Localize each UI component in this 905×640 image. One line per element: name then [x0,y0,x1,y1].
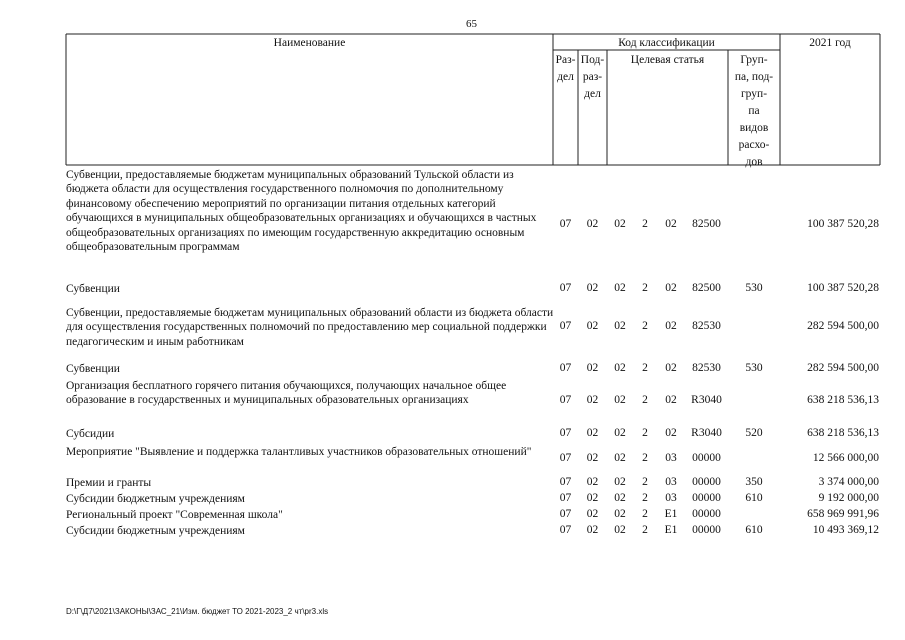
target-part4-cell: 82500 [692,218,721,230]
target-part1-cell: 02 [614,508,626,520]
podrazdel-cell: 02 [586,524,599,536]
podrazdel-cell: 02 [586,427,599,439]
target-part1-cell: 02 [614,492,626,504]
row-name: Субсидии бюджетным учреждениям [66,493,245,505]
target-part2-cell: 2 [642,394,648,406]
razdel-cell: 07 [559,218,572,230]
target-part4-cell: 82500 [692,282,721,294]
target-part3-cell: 02 [665,282,677,294]
header-classification-code: Код классификации [618,37,715,49]
target-part1-cell: 02 [614,394,626,406]
podrazdel-cell: 02 [586,282,599,294]
podrazdel-cell: 02 [586,362,599,374]
razdel-cell: 07 [559,427,572,439]
target-part3-cell: 02 [665,218,677,230]
target-part2-cell: 2 [642,524,648,536]
header-name: Наименование [273,37,346,49]
razdel-cell: 07 [559,362,572,374]
amount-cell: 10 493 369,12 [812,524,879,536]
target-part3-cell: 02 [665,427,677,439]
podrazdel-cell: 02 [586,218,599,230]
row-name: Субвенции, предоставляемые бюджетам муниципальных образований Тульской области из бюджета области для осуществления государственного полномочия по дополнительному финансовому обеспечению мероприятий по организации питания отдельных категорий обучающихся в муниципальных общеобразовательных организациях и обучающихся в частных общеобразовательных организациях по имеющим государственную аккредитацию основным общеобразовательным программам [66,169,537,254]
header-razdel: Раз- дел [555,54,576,83]
target-part4-cell: 82530 [692,362,721,374]
target-part1-cell: 02 [614,320,626,332]
page-number: 65 [466,18,477,30]
file-path-footer: D:\Г\Д7\2021\ЗАКОНЫ\ЗАС_21\Изм. бюджет ТО 2021-2023_2 чт\pr3.xls [66,607,329,616]
target-part2-cell: 2 [642,362,648,374]
target-part2-cell: 2 [642,218,648,230]
target-part3-cell: E1 [664,508,678,520]
row-name: Мероприятие "Выявление и поддержка талантливых участников образовательных отношений" [66,446,532,458]
row-name: Субвенции [66,363,120,375]
row-name: Субвенции, предоставляемые бюджетам муниципальных образований области из бюджета области для осуществления государственных полномочий по предоставлению мер социальной поддержки педагогическим и иным работникам [66,307,554,348]
target-part1-cell: 02 [614,524,626,536]
row-name: Субсидии бюджетным учреждениям [66,525,245,537]
target-part3-cell: 02 [665,362,677,374]
razdel-cell: 07 [559,320,572,332]
podrazdel-cell: 02 [586,394,599,406]
target-part2-cell: 2 [642,320,648,332]
expense-group-cell: 530 [745,362,763,374]
expense-group-cell: 530 [745,282,763,294]
amount-cell: 658 969 991,96 [807,508,879,520]
target-part4-cell: 00000 [692,492,721,504]
target-part1-cell: 02 [614,282,626,294]
target-part4-cell: 82530 [692,320,721,332]
target-part2-cell: 2 [642,492,648,504]
target-part4-cell: 00000 [692,508,721,520]
amount-cell: 282 594 500,00 [807,362,879,374]
target-part1-cell: 02 [614,476,626,488]
expense-group-cell: 610 [745,524,763,536]
razdel-cell: 07 [559,508,572,520]
razdel-cell: 07 [559,452,572,464]
amount-cell: 12 566 000,00 [812,452,879,464]
target-part2-cell: 2 [642,476,648,488]
expense-group-cell: 520 [745,427,763,439]
amount-cell: 3 374 000,00 [818,476,879,488]
target-part3-cell: 03 [665,492,677,504]
target-part3-cell: E1 [664,524,678,536]
target-part2-cell: 2 [642,427,648,439]
amount-cell: 100 387 520,28 [807,282,879,294]
amount-cell: 100 387 520,28 [807,218,879,230]
row-name: Региональный проект "Современная школа" [66,509,283,521]
razdel-cell: 07 [559,282,572,294]
amount-cell: 638 218 536,13 [807,394,879,406]
target-part1-cell: 02 [614,362,626,374]
target-part4-cell: 00000 [692,452,721,464]
row-name: Организация бесплатного горячего питания обучающихся, получающих начальное общее образование в государственных и муниципальных образовательных организациях [66,380,507,407]
podrazdel-cell: 02 [586,320,599,332]
amount-cell: 638 218 536,13 [807,427,879,439]
podrazdel-cell: 02 [586,476,599,488]
target-part1-cell: 02 [614,427,626,439]
target-part4-cell: 00000 [692,524,721,536]
row-name: Премии и гранты [66,477,152,489]
target-part2-cell: 2 [642,508,648,520]
target-part1-cell: 02 [614,218,626,230]
razdel-cell: 07 [559,524,572,536]
header-expense-group: Груп- па, под- груп- па видов расхо- дов [734,54,774,168]
header-podrazdel: Под- раз- дел [580,54,605,100]
target-part1-cell: 02 [614,452,626,464]
target-part3-cell: 02 [665,320,677,332]
target-part3-cell: 03 [665,452,677,464]
podrazdel-cell: 02 [586,492,599,504]
target-part3-cell: 03 [665,476,677,488]
podrazdel-cell: 02 [586,452,599,464]
podrazdel-cell: 02 [586,508,599,520]
target-part4-cell: R3040 [691,394,722,406]
amount-cell: 9 192 000,00 [818,492,879,504]
target-part2-cell: 2 [642,282,648,294]
razdel-cell: 07 [559,492,572,504]
header-target-article: Целевая статья [630,54,705,66]
row-name: Субвенции [66,283,120,295]
target-part2-cell: 2 [642,452,648,464]
expense-group-cell: 350 [745,476,763,488]
amount-cell: 282 594 500,00 [807,320,879,332]
target-part3-cell: 02 [665,394,677,406]
expense-group-cell: 610 [745,492,763,504]
target-part4-cell: 00000 [692,476,721,488]
target-part4-cell: R3040 [691,427,722,439]
header-year: 2021 год [809,37,851,49]
row-name: Субсидии [66,428,115,440]
razdel-cell: 07 [559,476,572,488]
razdel-cell: 07 [559,394,572,406]
